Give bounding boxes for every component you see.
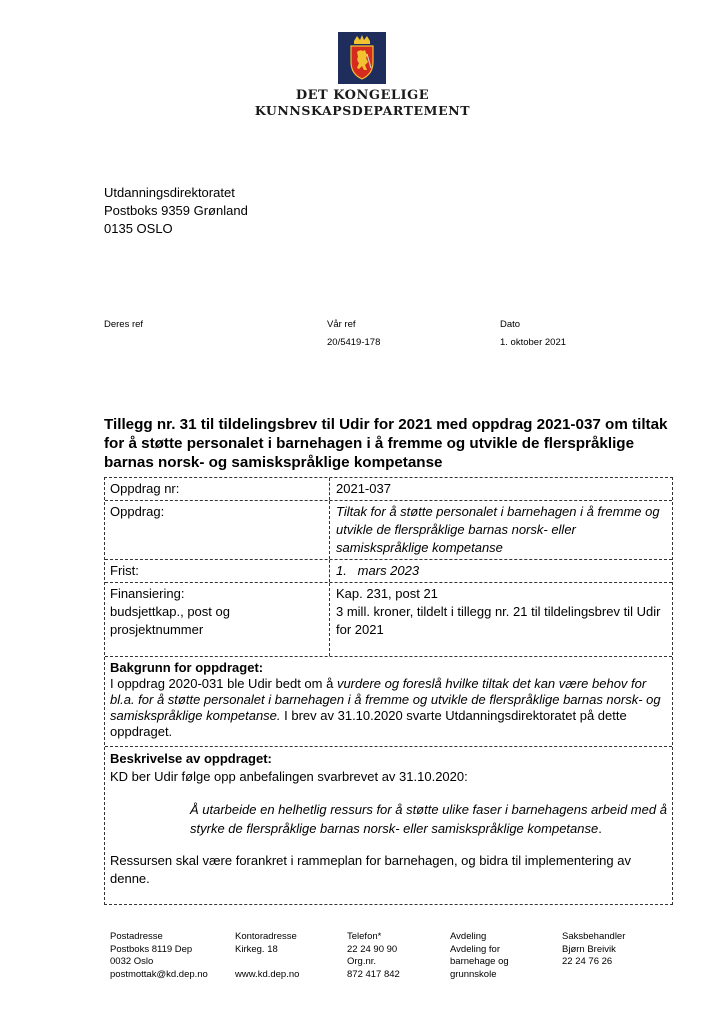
table-row (105, 560, 672, 583)
table-row (105, 478, 672, 501)
beskrivelse-intro: KD ber Udir følge opp anbefalingen svarbrevet av 31.10.2020: (110, 769, 468, 784)
beskrivelse-outro: Ressursen skal være forankret i rammeplan for barnehagen, og bidra til implementering av denne. (110, 853, 631, 886)
footer-postadresse (110, 931, 208, 981)
recipient-address (104, 184, 248, 238)
finansiering-label-3: prosjektnummer (110, 622, 204, 637)
recipient-postal: 0135 OSLO (104, 221, 173, 236)
frist-value: 1. mars 2023 (336, 563, 420, 578)
coat-of-arms-icon (338, 32, 386, 84)
oppdrag-nr-label: Oppdrag nr: (105, 478, 330, 500)
ministry-line-1: DET KONGELIGE (295, 88, 430, 103)
table-row (105, 657, 672, 747)
ministry-name (240, 88, 485, 118)
dato-label: Dato (500, 319, 521, 330)
finansiering-label-2: budsjettkap., post og (110, 604, 230, 619)
bakgrunn-section (105, 657, 672, 746)
deres-ref-label: Deres ref (104, 319, 144, 330)
document-title: Tillegg nr. 31 til tildelingsbrev til Udir for 2021 med oppdrag 2021-037 om tiltak for å støtte personalet i barnehagen i å fremme og utvikle de flerspråklige barnas norsk- og samiskspråklige kompetanse (104, 416, 668, 471)
footer-text: Postboks 8119 Dep (110, 943, 193, 955)
footer-text (235, 956, 299, 969)
bakgrunn-text-italic: vurdere og foreslå hvilke tiltak det kan være behov for bl.a. for å støtte personalet i barnehagen i å fremme og utvikle de flerspråklige barnas norsk- og samiskspråklige kompetanse. (110, 676, 661, 723)
footer-text: 22 24 76 26 (562, 956, 613, 967)
oppdrag-value: Tiltak for å støtte personalet i barnehagen i å fremme og utvikle de flerspråklige barnas norsk- eller samiskspråklige kompetanse (336, 504, 660, 555)
footer-text: Bjørn Breivik (562, 943, 616, 955)
footer-website: www.kd.dep.no (235, 968, 300, 980)
finansiering-value-2: 3 mill. kroner, tildelt i tillegg nr. 21 til tildelingsbrev til Udir for 2021 (336, 604, 661, 637)
footer-kontoradresse (235, 931, 299, 981)
footer-text: Org.nr. (347, 956, 377, 967)
deres-ref (104, 319, 143, 337)
frist-label: Frist: (105, 560, 330, 582)
footer-text: barnehage og (450, 956, 509, 967)
table-row (105, 501, 672, 560)
finansiering-label-1: Finansiering: (110, 586, 185, 601)
footer-text: Avdeling (450, 931, 487, 942)
footer-telefon (347, 931, 400, 981)
var-ref (327, 319, 380, 348)
dato-value: 1. oktober 2021 (500, 337, 567, 348)
oppdrag-nr-value: 2021-037 (336, 481, 391, 496)
beskrivelse-quote-end: . (598, 821, 602, 836)
dato (500, 319, 566, 348)
footer-text: Saksbehandler (562, 931, 626, 942)
oppdrag-label: Oppdrag: (105, 501, 330, 559)
assignment-table (104, 477, 673, 905)
recipient-name: Utdanningsdirektoratet (104, 185, 235, 200)
finansiering-label (105, 583, 330, 656)
beskrivelse-heading: Beskrivelse av oppdraget: (110, 751, 272, 766)
footer-text: 872 417 842 (347, 968, 400, 980)
footer-avdeling (450, 931, 509, 981)
table-row (105, 747, 672, 904)
footer-text: Avdeling for (450, 943, 500, 955)
bakgrunn-text-pre: I oppdrag 2020-031 ble Udir bedt om å (110, 676, 337, 691)
footer-text: 22 24 90 90 (347, 943, 398, 955)
beskrivelse-section (105, 747, 672, 904)
beskrivelse-quote (190, 800, 667, 838)
footer-saksbehandler (562, 931, 625, 969)
finansiering-value (330, 583, 672, 656)
footer-text: 0032 Oslo (110, 956, 154, 967)
footer-text: Kirkeg. 18 (235, 943, 278, 955)
bakgrunn-heading: Bakgrunn for oppdraget: (110, 660, 264, 675)
footer-text: Postadresse (110, 931, 163, 942)
footer-text: grunnskole (450, 968, 497, 980)
footer-text: Telefon* (347, 931, 382, 942)
table-row (105, 583, 672, 657)
footer-text: Kontoradresse (235, 931, 297, 942)
beskrivelse-quote-text: Å utarbeide en helhetlig ressurs for å støtte ulike faser i barnehagens arbeid med å styrke de flerspråklige barnas norsk- eller samiskspråklige kompetanse (190, 802, 667, 836)
var-ref-value: 20/5419-178 (327, 337, 381, 348)
footer-email: postmottak@kd.dep.no (110, 968, 208, 980)
bakgrunn-text-post: I brev av 31.10.2020 svarte Utdanningsdirektoratet på dette oppdraget. (110, 708, 627, 739)
finansiering-value-1: Kap. 231, post 21 (336, 586, 438, 601)
ministry-line-2: KUNNSKAPSDEPARTEMENT (254, 103, 471, 118)
var-ref-label: Vår ref (327, 319, 356, 330)
recipient-street: Postboks 9359 Grønland (104, 203, 248, 218)
